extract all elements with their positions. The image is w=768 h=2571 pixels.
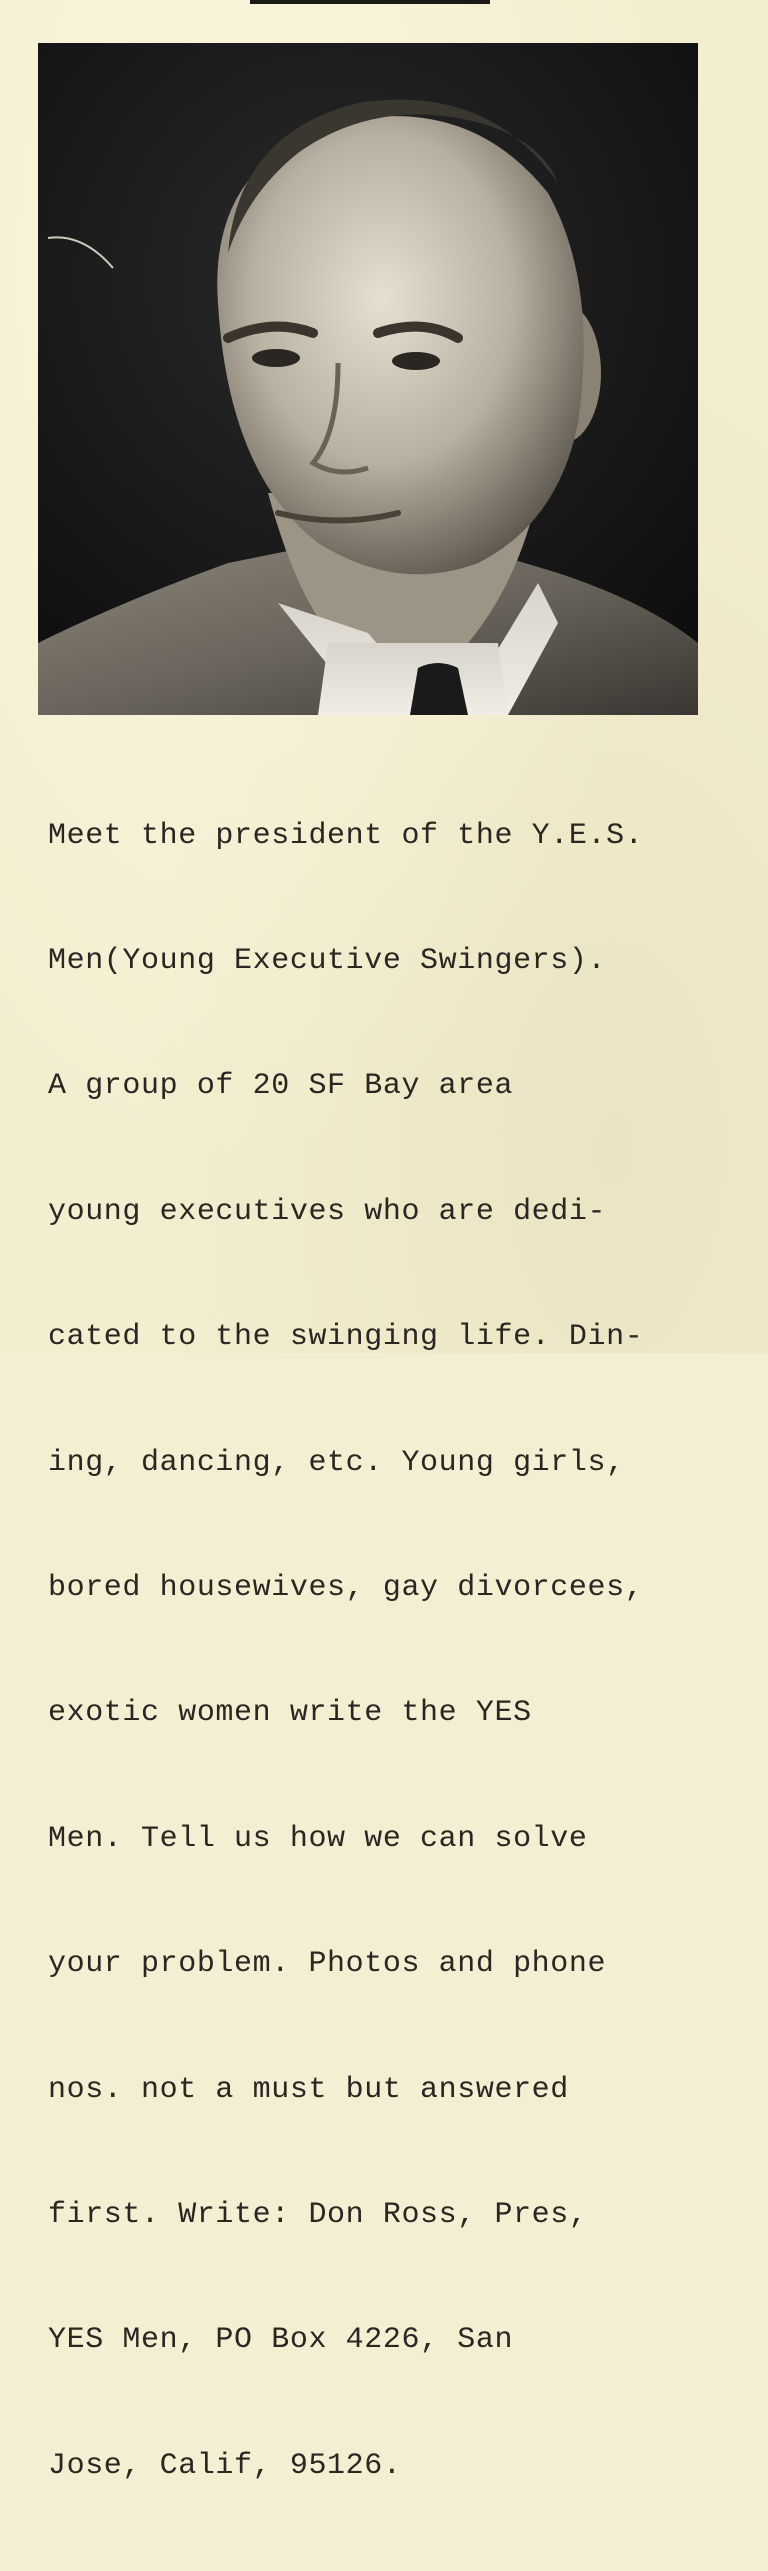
caption-line: cated to the swinging life. Din- [48, 1320, 644, 1355]
caption-line: Men. Tell us how we can solve [48, 1821, 588, 1856]
caption-line: bored housewives, gay divorcees, [48, 1570, 644, 1605]
caption-line: exotic women write the YES [48, 1696, 532, 1731]
caption-line: your problem. Photos and phone [48, 1947, 607, 1982]
caption-line: YES Men, PO Box 4226, San [48, 2323, 514, 2358]
top-rule [250, 0, 490, 4]
caption-line: Jose, Calif, 95126. [48, 2448, 402, 2483]
caption-text [48, 732, 763, 2571]
caption-line: Meet the president of the Y.E.S. [48, 818, 644, 853]
caption-line: Men(Young Executive Swingers). [48, 943, 607, 978]
portrait-photo [38, 43, 698, 715]
caption-line: first. Write: Don Ross, Pres, [48, 2197, 588, 2232]
caption-line: A group of 20 SF Bay area [48, 1069, 514, 1104]
caption-line: nos. not a must but answered [48, 2072, 569, 2107]
caption-line: ing, dancing, etc. Young girls, [48, 1445, 625, 1480]
caption-line: young executives who are dedi- [48, 1194, 607, 1229]
portrait-illustration [38, 43, 698, 715]
